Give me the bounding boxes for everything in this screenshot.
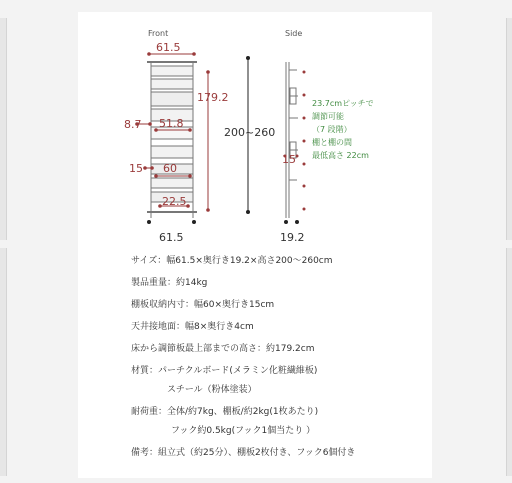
spec-max-height: 床から調節板最上部までの高さ：約179.2cm — [131, 344, 315, 354]
spec-shelf-inner: 棚板収納内寸：幅60×奥行き15cm — [131, 300, 275, 310]
svg-text:最低高さ 22cm: 最低高さ 22cm — [312, 151, 369, 160]
side-view-rack — [286, 62, 298, 218]
front-label: Front — [148, 29, 169, 38]
side-shelf-depth-label: 15 — [282, 153, 296, 166]
svg-text:（7 段階）: （7 段階） — [312, 125, 352, 134]
total-height-label: 200~260 — [224, 126, 276, 139]
width-top-label: 61.5 — [156, 41, 181, 54]
svg-text:23.7cmピッチで: 23.7cmピッチで — [312, 99, 374, 108]
inner-width-label: 51.8 — [159, 117, 184, 130]
bottom-depth-label: 22.5 — [162, 195, 187, 208]
spec-material: 材質：パーチクルボード(メラミン化粧繊維板) — [131, 366, 318, 376]
bottom-markers — [147, 220, 299, 224]
shelf-depth-label: 15 — [129, 162, 143, 175]
depth-bottom-label: 19.2 — [280, 231, 305, 244]
shelf-width-label: 60 — [163, 162, 177, 175]
side-pitch-dots — [284, 71, 306, 211]
side-label: Side — [285, 29, 303, 38]
spec-ceiling-contact: 天井接地面：幅8×奥行き4cm — [131, 322, 254, 332]
spec-material-steel: スチール（粉体塗装） — [167, 385, 257, 395]
spec-weight: 製品重量：約14kg — [131, 278, 208, 288]
spec-size: サイズ：幅61.5×奥行き19.2×高さ200～260cm — [131, 256, 333, 266]
svg-text:棚と棚の間: 棚と棚の間 — [312, 138, 352, 147]
spec-load: 耐荷重：全体/約7kg、棚板/約2kg(1枚あたり) — [131, 407, 319, 417]
shelf-gap-label: 8.7 — [124, 118, 142, 131]
height-to-top-label: 179.2 — [197, 91, 229, 104]
svg-text:調節可能: 調節可能 — [312, 112, 344, 121]
spec-load-hook: フック約0.5kg(フック1個当たり ） — [171, 426, 316, 436]
adjustment-note — [312, 99, 374, 160]
spec-notes: 備考：組立式（約25分）、棚板2枚付き、フック6個付き — [131, 448, 356, 458]
width-bottom-label: 61.5 — [159, 231, 184, 244]
